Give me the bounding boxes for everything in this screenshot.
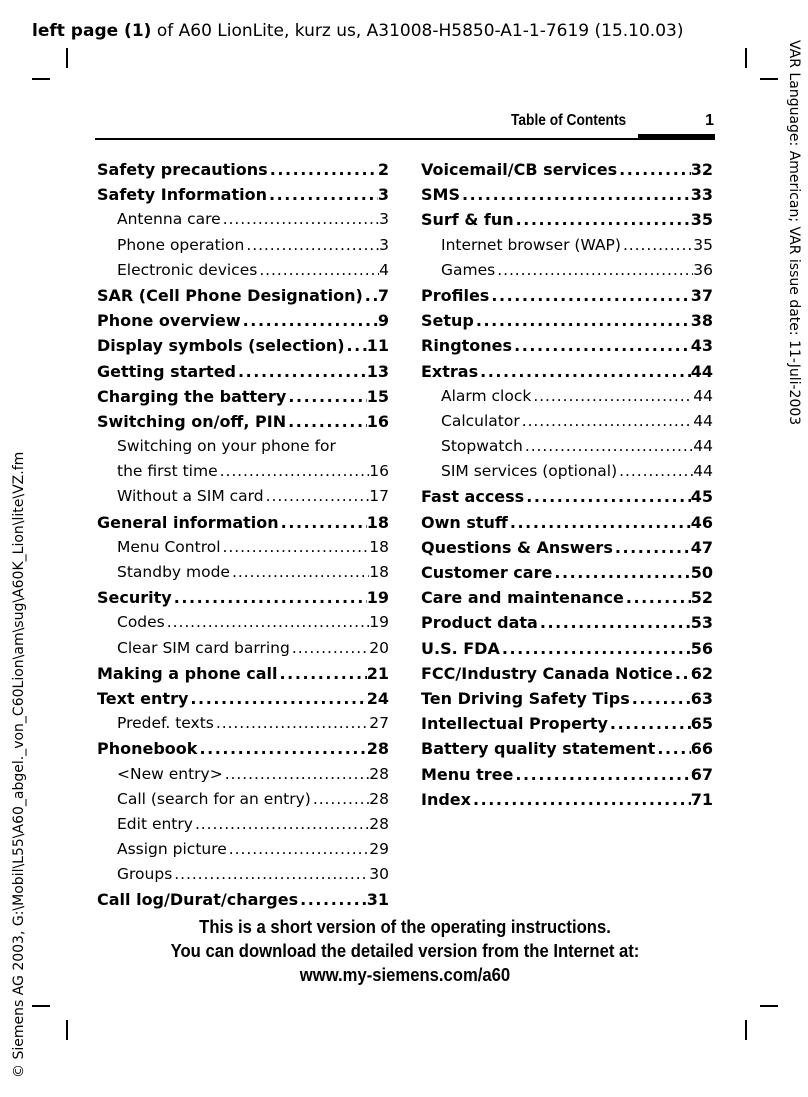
toc-entry-page: 16 <box>366 411 389 431</box>
toc-entry-page: 36 <box>693 260 713 279</box>
toc-entry[interactable] <box>97 409 389 434</box>
toc-entry-title: Safety precautions <box>97 160 268 179</box>
toc-dot-leader <box>552 560 690 585</box>
toc-entry-page: 18 <box>369 537 389 556</box>
toc-dot-leader <box>514 207 691 232</box>
toc-entry[interactable] <box>421 711 713 736</box>
toc-dot-leader <box>278 661 367 686</box>
toc-dot-leader <box>257 258 379 283</box>
toc-entry[interactable] <box>421 459 713 484</box>
note-line-2: You can download the detailed version from the Internet at: <box>170 940 640 961</box>
toc-dot-leader <box>279 510 367 535</box>
toc-entry-title: Security <box>97 588 172 608</box>
toc-entry-title: Getting started <box>97 361 236 381</box>
toc-entry[interactable] <box>97 233 389 258</box>
crop-mark-bottom-right-h <box>760 1005 778 1007</box>
toc-entry-page: 29 <box>369 840 389 859</box>
toc-entry-page: 71 <box>690 789 713 809</box>
toc-dot-leader <box>524 484 691 509</box>
toc-entry[interactable] <box>421 686 713 711</box>
toc-entry-title: Groups <box>117 865 173 884</box>
toc-entry-page: 44 <box>693 462 713 481</box>
toc-entry[interactable] <box>97 762 389 787</box>
toc-dot-leader <box>286 409 367 434</box>
toc-entry-title: Safety Information <box>97 185 267 205</box>
toc-entry-page: 44 <box>690 361 713 381</box>
toc-entry[interactable] <box>97 535 389 560</box>
toc-dot-leader <box>617 459 693 484</box>
toc-dot-leader <box>624 585 691 610</box>
toc-entry[interactable] <box>97 182 389 207</box>
toc-entry-title: Without a SIM card <box>117 487 264 506</box>
toc-dot-leader <box>520 409 694 434</box>
toc-entry[interactable] <box>97 585 389 610</box>
toc-entry[interactable] <box>97 636 389 661</box>
toc-entry-page: 18 <box>366 512 389 532</box>
toc-entry-title: Extras <box>421 361 479 381</box>
toc-dot-leader <box>172 585 367 610</box>
toc-dot-leader <box>478 359 691 384</box>
toc-entry[interactable] <box>421 787 713 812</box>
toc-entry-title: FCC/Industry Canada Notice <box>421 663 673 683</box>
toc-entry-page: 2 <box>377 160 389 179</box>
toc-entry-page: 15 <box>366 386 389 406</box>
toc-entry[interactable] <box>97 510 389 535</box>
toc-entry-page: 53 <box>690 613 713 633</box>
toc-entry-title: Text entry <box>97 688 189 708</box>
toc-entry-title: Menu tree <box>421 764 514 784</box>
toc-entry[interactable] <box>97 887 389 912</box>
toc-entry-title: Surf & fun <box>421 210 514 230</box>
toc-entry-page: 56 <box>690 638 713 658</box>
toc-dot-leader <box>290 636 369 661</box>
toc-entry-title: U.S. FDA <box>421 638 500 658</box>
toc-dot-leader <box>363 283 378 308</box>
toc-dot-leader <box>214 711 369 736</box>
toc-entry[interactable] <box>97 283 389 308</box>
crop-mark-bottom-left-h <box>32 1005 50 1007</box>
crop-mark-top-left-h <box>32 78 50 80</box>
toc-entry[interactable] <box>421 359 713 384</box>
toc-entry-page: 4 <box>379 260 389 279</box>
toc-entry[interactable] <box>97 736 389 761</box>
toc-dot-leader <box>471 787 691 812</box>
toc-entry-page: 9 <box>377 311 389 331</box>
toc-entry-page: 28 <box>369 764 389 783</box>
toc-dot-leader <box>230 560 369 585</box>
toc-dot-leader <box>621 233 693 258</box>
toc-dot-leader <box>286 384 366 409</box>
toc-entry-title: Internet browser (WAP) <box>441 235 621 254</box>
note-url: www.my-siemens.com/a60 <box>299 964 511 985</box>
toc-entry-title: Call log/Durat/charges <box>97 890 299 910</box>
toc-dot-leader <box>197 736 366 761</box>
toc-entry-page: 3 <box>377 185 389 205</box>
toc-entry-title: Ten Driving Safety Tips <box>421 688 630 708</box>
side-text-file-path: © Siemens AG 2003, G:\Mobil\L55\A60_abgel._von_C60Lion\am\sug\A60K_Lion\lite\VZ.fm <box>11 451 27 1078</box>
toc-entry-title: Switching on/off, PIN <box>97 411 287 431</box>
toc-entry-page: 44 <box>693 411 713 430</box>
crop-mark-top-left-v <box>66 48 68 68</box>
toc-column-left <box>97 157 389 913</box>
toc-dot-leader <box>655 736 690 761</box>
toc-entry[interactable] <box>421 182 713 207</box>
toc-entry[interactable] <box>421 560 713 585</box>
toc-dot-leader <box>613 535 691 560</box>
toc-entry-title: SIM services (optional) <box>441 462 618 481</box>
toc-entry[interactable] <box>421 283 713 308</box>
toc-entry[interactable] <box>97 207 389 232</box>
crop-mark-top-right-h <box>760 78 778 80</box>
toc-heading: Table of Contents <box>511 112 627 129</box>
toc-entry[interactable] <box>421 510 713 535</box>
toc-entry-title: Phone overview <box>97 311 241 331</box>
toc-entry-page: 7 <box>377 285 389 305</box>
toc-entry-title: Predef. texts <box>117 714 214 733</box>
toc-entry-title: Calculator <box>441 411 520 430</box>
toc-entry-title: Alarm clock <box>441 386 532 405</box>
toc-entry-page: 19 <box>366 588 389 608</box>
toc-entry[interactable] <box>97 560 389 585</box>
toc-entry-page: 43 <box>690 336 713 356</box>
toc-entry-page: 32 <box>690 160 713 179</box>
toc-entry-page: 62 <box>690 663 713 683</box>
toc-dot-leader <box>165 610 370 635</box>
toc-entry-page: 67 <box>690 764 713 784</box>
toc-entry[interactable] <box>97 384 389 409</box>
toc-entry-page: 35 <box>693 235 713 254</box>
short-version-note <box>135 915 675 987</box>
toc-entry-title: Assign picture <box>117 840 227 859</box>
toc-entry-title: Phone operation <box>117 235 245 254</box>
toc-entry-page: 13 <box>366 361 389 381</box>
toc-entry-page: 52 <box>690 588 713 608</box>
toc-dot-leader <box>298 887 367 912</box>
toc-entry-title: the first time <box>117 462 218 481</box>
toc-entry-page: 63 <box>690 688 713 708</box>
toc-entry-page: 44 <box>693 386 713 405</box>
toc-entry-page: 38 <box>690 311 713 331</box>
toc-dot-leader <box>268 157 378 182</box>
toc-entry[interactable] <box>97 787 389 812</box>
toc-entry-title: Questions & Answers <box>421 537 613 557</box>
toc-entry-title: Making a phone call <box>97 663 278 683</box>
toc-entry-page: 33 <box>690 185 713 205</box>
toc-entry-title: Clear SIM card barring <box>117 638 290 657</box>
toc-dot-leader <box>474 308 691 333</box>
toc-dot-leader <box>617 157 691 182</box>
toc-entry-page: 21 <box>366 663 389 683</box>
toc-dot-leader <box>221 207 379 232</box>
toc-entry-title: Switching on your phone for <box>117 437 336 456</box>
toc-entry-page: 46 <box>690 512 713 532</box>
toc-dot-leader <box>193 812 369 837</box>
toc-entry[interactable] <box>97 157 389 182</box>
toc-entry[interactable] <box>97 359 389 384</box>
toc-dot-leader <box>264 484 370 509</box>
toc-entry-page: 18 <box>369 563 389 581</box>
toc-entry-title: Ringtones <box>421 336 513 356</box>
toc-dot-leader <box>241 308 378 333</box>
toc-entry-page: 16 <box>369 462 389 481</box>
toc-entry-page: 47 <box>690 537 713 557</box>
toc-dot-leader <box>673 661 691 686</box>
header-rule <box>95 138 715 140</box>
toc-dot-leader <box>218 459 370 484</box>
crop-mark-bottom-left-v <box>66 1020 68 1040</box>
toc-entry[interactable] <box>421 736 713 761</box>
toc-entry-title: SAR (Cell Phone Designation) <box>97 285 363 305</box>
toc-entry-title: Product data <box>421 613 538 633</box>
toc-entry-title: General information <box>97 512 279 532</box>
toc-entry[interactable] <box>97 661 389 686</box>
toc-entry-page: 17 <box>369 487 389 506</box>
toc-entry-page: 20 <box>369 638 389 657</box>
toc-entry[interactable] <box>421 484 713 509</box>
toc-entry[interactable] <box>97 333 389 358</box>
toc-dot-leader <box>345 333 367 358</box>
toc-entry-title: Codes <box>117 613 165 632</box>
toc-dot-leader <box>221 535 370 560</box>
toc-entry-title: Call (search for an entry) <box>117 789 311 808</box>
toc-entry[interactable] <box>421 636 713 661</box>
toc-entry-title: <New entry> <box>117 764 223 783</box>
toc-entry-title: Games <box>441 260 496 279</box>
toc-entry-title: Charging the battery <box>97 386 287 406</box>
toc-column-right <box>421 157 713 812</box>
toc-entry-page: 37 <box>690 285 713 305</box>
toc-entry-title: Profiles <box>421 285 490 305</box>
toc-entry-title: Edit entry <box>117 814 193 833</box>
toc-entry[interactable] <box>97 459 389 484</box>
toc-dot-leader <box>523 434 693 459</box>
toc-dot-leader <box>630 686 691 711</box>
toc-entry-title: Display symbols (selection) <box>97 336 345 356</box>
toc-entry[interactable] <box>97 686 389 711</box>
print-header <box>32 20 683 42</box>
toc-dot-leader <box>495 258 693 283</box>
toc-entry-page: 50 <box>690 563 713 582</box>
toc-entry[interactable] <box>421 384 713 409</box>
toc-entry-title: Intellectual Property <box>421 714 608 734</box>
toc-entry-page: 30 <box>369 865 389 884</box>
toc-dot-leader <box>531 384 693 409</box>
toc-entry-page: 66 <box>690 739 713 759</box>
toc-entry-page: 44 <box>693 437 713 456</box>
toc-entry[interactable] <box>421 233 713 258</box>
toc-dot-leader <box>489 283 690 308</box>
toc-dot-leader <box>500 636 691 661</box>
toc-dot-leader <box>311 787 369 812</box>
crop-mark-top-right-v <box>745 48 747 68</box>
toc-dot-leader <box>227 837 369 862</box>
toc-entry-page: 28 <box>369 789 389 808</box>
toc-entry-page: 27 <box>369 714 389 733</box>
toc-entry-title: Voicemail/CB services <box>421 160 618 179</box>
print-header-details: of A60 LionLite, kurz us, A31008-H5850-A1-1-7619 (15.10.03) <box>151 21 684 41</box>
toc-entry[interactable] <box>421 157 713 182</box>
toc-entry-title: Index <box>421 789 471 809</box>
toc-dot-leader <box>267 182 378 207</box>
toc-entry[interactable] <box>421 661 713 686</box>
toc-entry[interactable] <box>97 837 389 862</box>
toc-dot-leader <box>538 610 691 635</box>
toc-dot-leader <box>223 762 370 787</box>
toc-dot-leader <box>236 359 367 384</box>
print-header-page-side: left page (1) <box>32 21 152 41</box>
toc-entry[interactable] <box>97 308 389 333</box>
toc-entry-page: 28 <box>366 739 389 759</box>
toc-entry[interactable] <box>421 535 713 560</box>
toc-entry[interactable] <box>421 762 713 787</box>
side-text-var-language: VAR Language: American; VAR issue date: 11-Juli-2003 <box>786 40 802 426</box>
toc-entry-title: Care and maintenance <box>421 588 624 608</box>
toc-entry[interactable] <box>97 610 389 635</box>
toc-entry-title: Menu Control <box>117 537 221 556</box>
note-line-1: This is a short version of the operating instructions. <box>199 916 611 937</box>
toc-entry[interactable] <box>421 434 713 459</box>
toc-dot-leader <box>608 711 691 736</box>
toc-entry[interactable] <box>97 862 389 887</box>
toc-entry-page: 19 <box>369 613 389 632</box>
toc-dot-leader <box>508 510 691 535</box>
header-rule-accent <box>638 134 715 139</box>
toc-entry-title: Setup <box>421 311 474 331</box>
page-number: 1 <box>705 112 714 129</box>
toc-entry[interactable] <box>97 434 389 459</box>
toc-dot-leader <box>244 233 379 258</box>
toc-entry[interactable] <box>421 409 713 434</box>
toc-entry[interactable] <box>421 258 713 283</box>
toc-dot-leader <box>512 333 691 358</box>
toc-entry[interactable] <box>97 711 389 736</box>
toc-entry-title: Antenna care <box>117 210 221 229</box>
toc-entry-page: 11 <box>366 336 389 356</box>
toc-dot-leader <box>460 182 691 207</box>
toc-entry-title: Standby mode <box>117 563 230 581</box>
toc-entry[interactable] <box>97 258 389 283</box>
toc-entry-title: Fast access <box>421 487 525 507</box>
toc-entry-page: 31 <box>366 890 389 910</box>
toc-entry-page: 65 <box>690 714 713 734</box>
toc-entry-title: Electronic devices <box>117 260 258 279</box>
toc-entry-page: 24 <box>366 688 389 708</box>
toc-dot-leader <box>513 762 690 787</box>
toc-entry-title: SMS <box>421 185 460 205</box>
toc-entry[interactable] <box>421 585 713 610</box>
toc-entry-page: 35 <box>690 210 713 230</box>
toc-entry[interactable] <box>97 484 389 509</box>
toc-entry-page: 3 <box>379 210 389 229</box>
toc-entry[interactable] <box>97 812 389 837</box>
toc-dot-leader <box>172 862 369 887</box>
toc-entry-title: Customer care <box>421 563 553 582</box>
toc-entry-title: Own stuff <box>421 512 508 532</box>
toc-dot-leader <box>188 686 366 711</box>
toc-entry-page: 3 <box>379 235 389 254</box>
toc-entry[interactable] <box>421 207 713 232</box>
crop-mark-bottom-right-v <box>745 1020 747 1040</box>
toc-entry-title: Battery quality statement <box>421 739 656 759</box>
toc-entry-page: 45 <box>690 487 713 507</box>
toc-entry-page: 28 <box>369 814 389 833</box>
toc-entry[interactable] <box>421 610 713 635</box>
toc-entry[interactable] <box>421 308 713 333</box>
toc-entry-title: Stopwatch <box>441 437 523 456</box>
toc-entry[interactable] <box>421 333 713 358</box>
toc-entry-title: Phonebook <box>97 739 198 759</box>
